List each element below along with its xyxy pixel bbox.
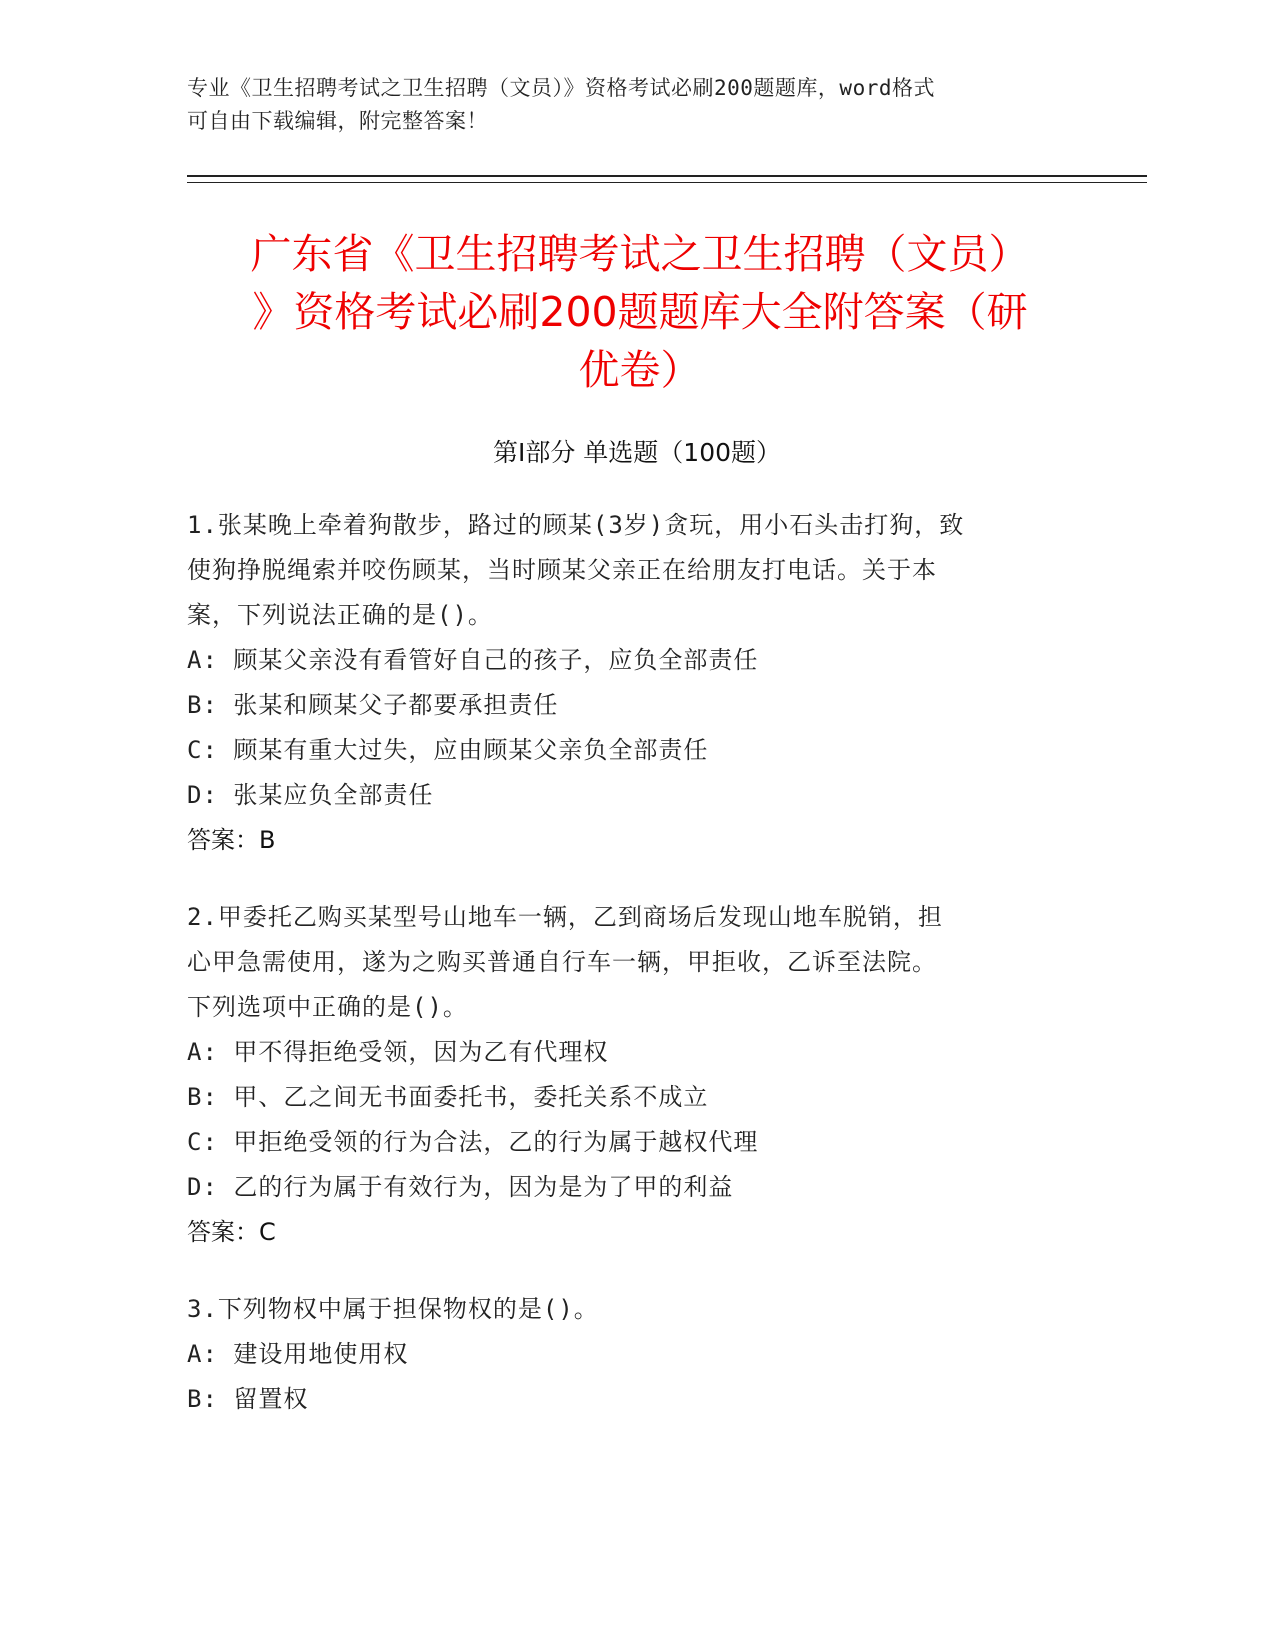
question-stem-line: 1.张某晚上牵着狗散步，路过的顾某(3岁)贪玩，用小石头击打狗，致 — [187, 511, 965, 539]
option-a: A: 顾某父亲没有看管好自己的孩子，应负全部责任 — [187, 646, 759, 674]
question-1 — [187, 503, 1087, 863]
option-a: A: 甲不得拒绝受领，因为乙有代理权 — [187, 1038, 609, 1066]
question-stem-line: 心甲急需使用，遂为之购买普通自行车一辆，甲拒收，乙诉至法院。 — [187, 948, 937, 976]
option-a: A: 建设用地使用权 — [187, 1340, 409, 1368]
option-c: C: 顾某有重大过失，应由顾某父亲负全部责任 — [187, 736, 709, 764]
question-stem-line: 2.甲委托乙购买某型号山地车一辆，乙到商场后发现山地车脱销，担 — [187, 903, 943, 931]
header-divider-thick — [187, 175, 1147, 177]
header-note — [187, 72, 1087, 138]
option-c: C: 甲拒绝受领的行为合法，乙的行为属于越权代理 — [187, 1128, 759, 1156]
header-note-line: 专业《卫生招聘考试之卫生招聘（文员）》资格考试必刷200题题库，word格式 — [187, 76, 935, 100]
answer: 答案：B — [187, 826, 276, 854]
section-title: 第I部分 单选题（100题） — [492, 438, 782, 467]
option-b: B: 张某和顾某父子都要承担责任 — [187, 691, 559, 719]
answer: 答案：C — [187, 1218, 276, 1246]
title-line: 》资格考试必刷200题题库大全附答案（研 — [252, 288, 1028, 336]
question-stem-line: 3.下列物权中属于担保物权的是()。 — [187, 1295, 599, 1323]
option-d: D: 张某应负全部责任 — [187, 781, 434, 809]
question-stem-line: 使狗挣脱绳索并咬伤顾某，当时顾某父亲正在给朋友打电话。关于本 — [187, 556, 937, 584]
question-3 — [187, 1287, 1087, 1422]
title-line: 优卷） — [578, 346, 702, 394]
header-note-line: 可自由下载编辑，附完整答案！ — [187, 109, 488, 133]
document-title — [195, 225, 1085, 399]
question-2 — [187, 895, 1087, 1255]
option-d: D: 乙的行为属于有效行为，因为是为了甲的利益 — [187, 1173, 734, 1201]
option-b: B: 甲、乙之间无书面委托书，委托关系不成立 — [187, 1083, 709, 1111]
question-stem-line: 下列选项中正确的是()。 — [187, 993, 468, 1021]
option-b: B: 留置权 — [187, 1385, 309, 1413]
question-stem-line: 案，下列说法正确的是()。 — [187, 601, 493, 629]
header-divider-thin — [187, 182, 1147, 183]
title-line: 广东省《卫生招聘考试之卫生招聘（文员） — [250, 230, 1030, 278]
